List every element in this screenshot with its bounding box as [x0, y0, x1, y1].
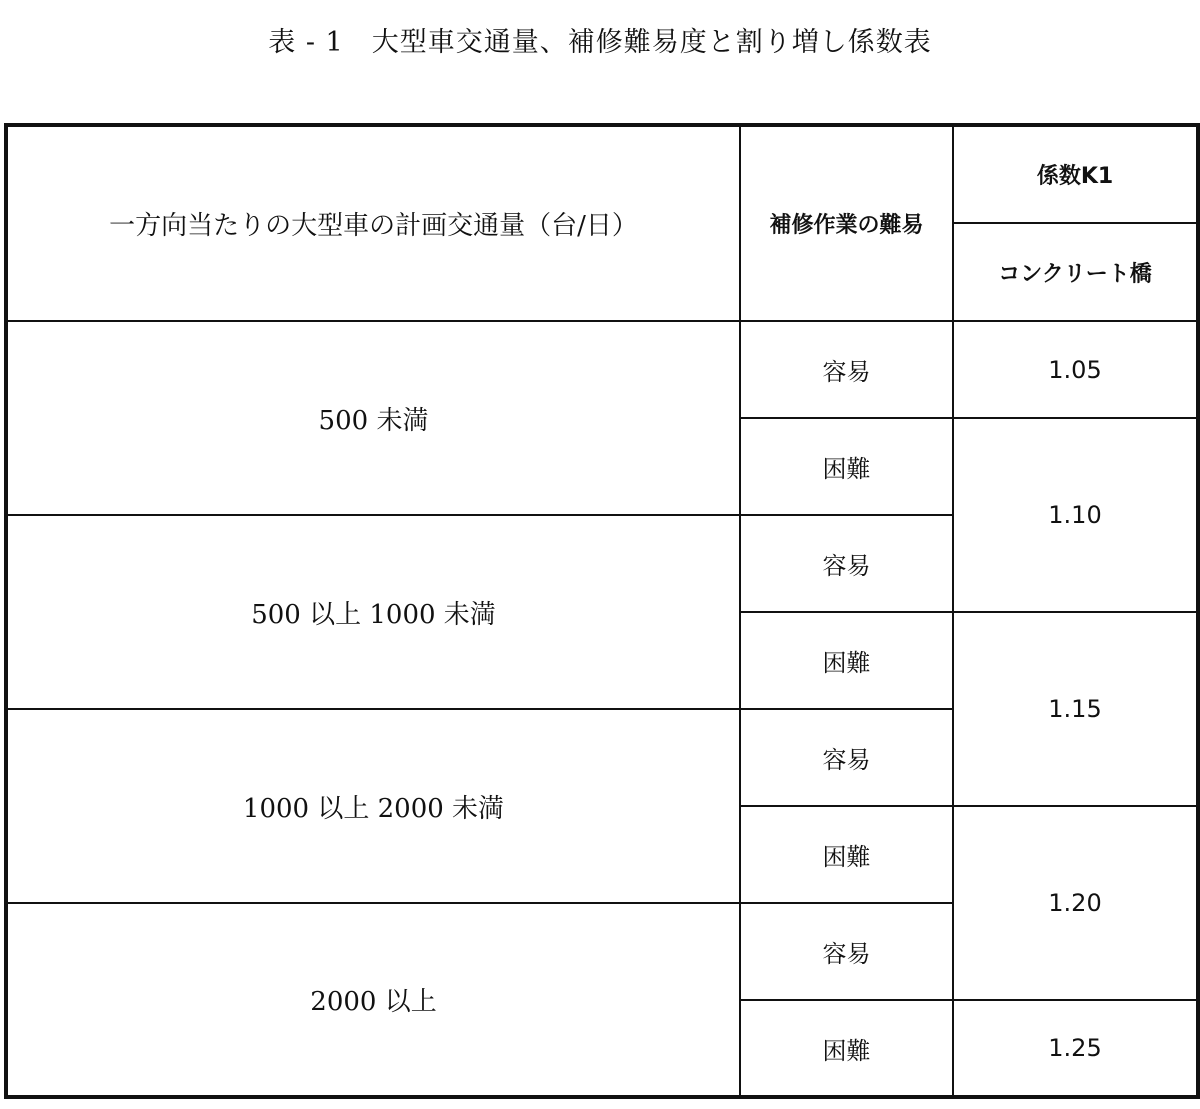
table-row	[6, 321, 1198, 418]
difficulty-cell: 困難	[740, 806, 953, 903]
traffic-range-cell: 500 以上 1000 未満	[6, 515, 740, 709]
header-coefficient: 係数K1	[953, 125, 1198, 223]
difficulty-cell: 容易	[740, 903, 953, 1000]
coefficient-cell: 1.05	[953, 321, 1198, 418]
difficulty-cell: 困難	[740, 1000, 953, 1097]
header-traffic: 一方向当たりの大型車の計画交通量（台/日）	[6, 125, 740, 321]
coefficient-cell: 1.15	[953, 612, 1198, 806]
difficulty-cell: 容易	[740, 515, 953, 612]
header-difficulty: 補修作業の難易	[740, 125, 953, 321]
difficulty-cell: 容易	[740, 321, 953, 418]
traffic-range-cell: 500 未満	[6, 321, 740, 515]
difficulty-cell: 困難	[740, 612, 953, 709]
header-row	[6, 125, 1198, 223]
header-bridge-type: コンクリート橋	[953, 223, 1198, 321]
coefficient-table	[4, 123, 1200, 1099]
coefficient-cell: 1.25	[953, 1000, 1198, 1097]
coefficient-cell: 1.10	[953, 418, 1198, 612]
difficulty-cell: 容易	[740, 709, 953, 806]
table-title: 表 - 1 大型車交通量、補修難易度と割り増し係数表	[268, 27, 932, 58]
coefficient-cell: 1.20	[953, 806, 1198, 1000]
traffic-range-cell: 2000 以上	[6, 903, 740, 1097]
difficulty-cell: 困難	[740, 418, 953, 515]
traffic-range-cell: 1000 以上 2000 未満	[6, 709, 740, 903]
